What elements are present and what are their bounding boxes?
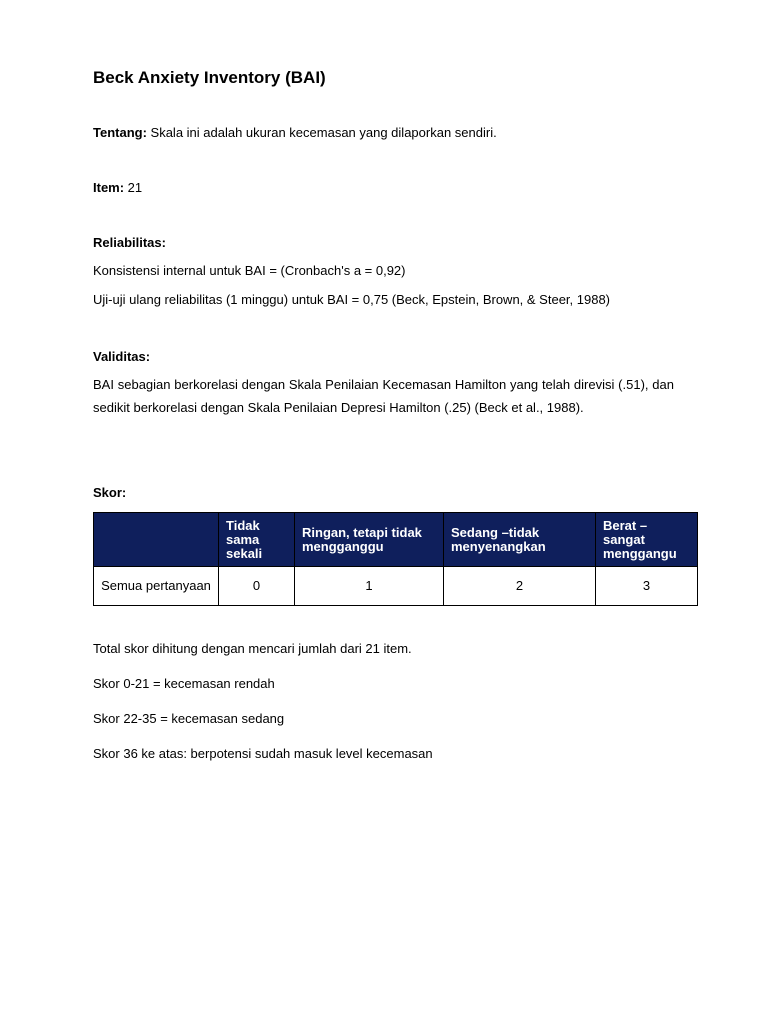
score-heading: Skor: [93, 485, 127, 500]
score-table-header-row [94, 513, 698, 567]
value-cell-moderate: 2 [444, 567, 596, 606]
validity-paragraph: BAI sebagian berkorelasi dengan Skala Penilaian Kecemasan Hamilton yang telah direvisi (.51), dan sedikit berkorelasi dengan Skala Penilaian Depresi Hamilton (.25) (Beck et al., 1988). [93, 377, 674, 415]
reliability-line-1: Konsistensi internal untuk BAI = (Cronbach's a = 0,92) [93, 263, 406, 278]
about-text: Skala ini adalah ukuran kecemasan yang dilaporkan sendiri. [146, 125, 497, 140]
header-cell-none: Tidak sama sekali [219, 513, 295, 567]
document-title: Beck Anxiety Inventory (BAI) [93, 68, 326, 87]
validity-heading: Validitas: [93, 349, 151, 364]
header-cell-moderate: Sedang –tidak menyenangkan [444, 513, 596, 567]
item-text: 21 [124, 180, 143, 195]
score-table [93, 512, 698, 606]
reliability-heading: Reliabilitas: [93, 235, 166, 250]
header-cell-severe: Berat – sangat menggangu [596, 513, 698, 567]
score-range-moderate: Skor 22-35 = kecemasan sedang [93, 711, 285, 726]
value-cell-severe: 3 [596, 567, 698, 606]
total-score-note: Total skor dihitung dengan mencari jumlah dari 21 item. [93, 641, 412, 656]
header-cell-empty [94, 513, 219, 567]
header-cell-mild: Ringan, tetapi tidak mengganggu [295, 513, 444, 567]
about-line [93, 125, 497, 140]
about-label: Tentang: [93, 125, 147, 140]
value-cell-none: 0 [219, 567, 295, 606]
score-range-high: Skor 36 ke atas: berpotensi sudah masuk level kecemasan [93, 746, 433, 761]
value-cell-mild: 1 [295, 567, 444, 606]
reliability-line-2: Uji-uji ulang reliabilitas (1 minggu) untuk BAI = 0,75 (Beck, Epstein, Brown, & Steer, 1988) [93, 292, 611, 307]
table-row [94, 567, 698, 606]
item-line [93, 180, 142, 195]
item-label: Item: [93, 180, 125, 195]
row-label-cell: Semua pertanyaan [94, 567, 219, 606]
score-range-low: Skor 0-21 = kecemasan rendah [93, 676, 275, 691]
